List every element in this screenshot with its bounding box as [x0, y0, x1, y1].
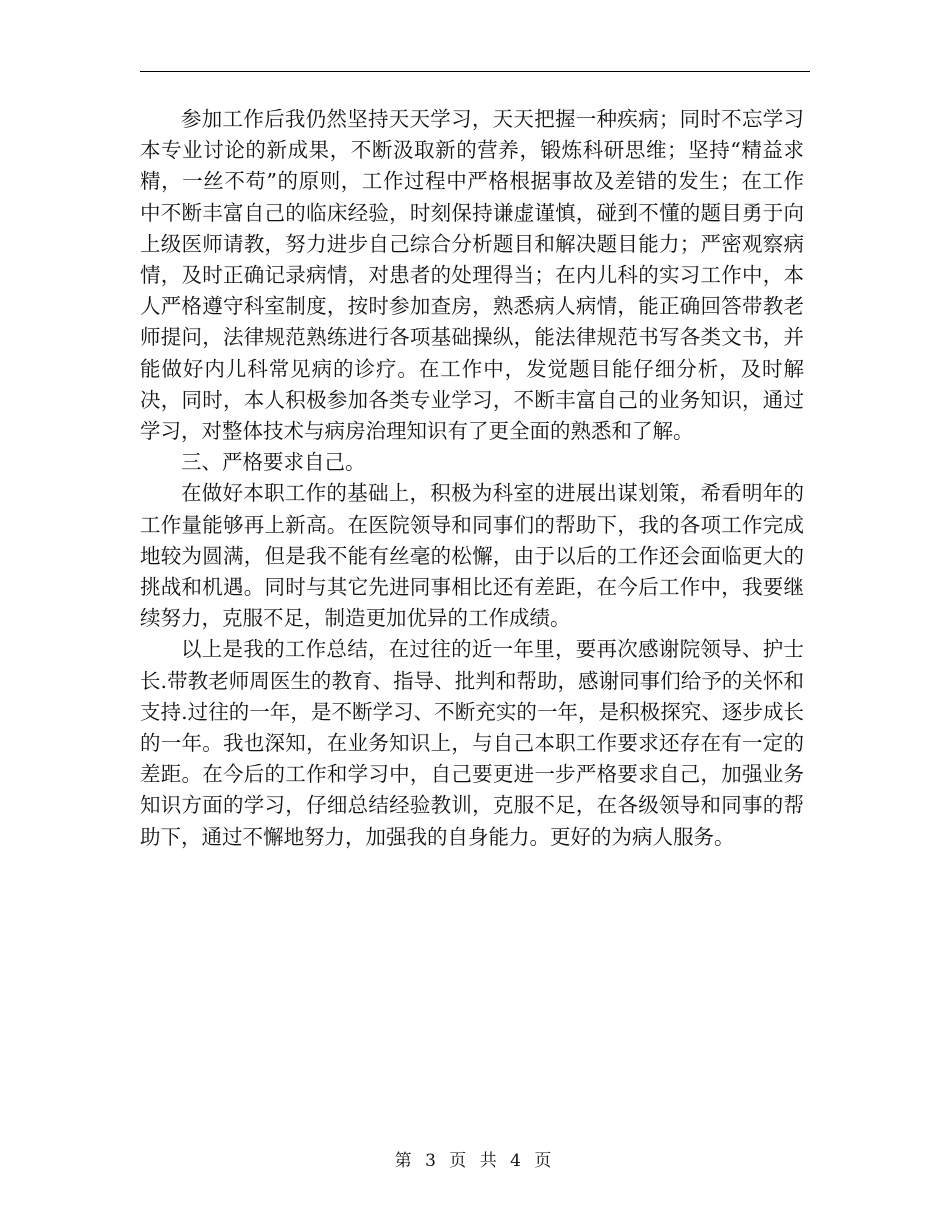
body-text: [140, 104, 804, 853]
page-number-footer: 第 3 页 共 4 页: [394, 1151, 556, 1171]
paragraph-2: 在做好本职工作的基础上，积极为科室的进展出谋划策，希看明年的工作量能够再上新高。在医院领导和同事们的帮助下，我的各项工作完成地较为圆满，但是我不能有丝毫的松懈，由于以后的工作还会面临更大的挑战和机遇。同时与其它先进同事相比还有差距，在今后工作中，我要继续努力，克服不足，制造更加优异的工作成绩。: [140, 481, 804, 631]
section-heading: 三、严格要求自己。: [181, 450, 366, 475]
header-rule: [140, 71, 810, 72]
paragraph-1: 参加工作后我仍然坚持天天学习，天天把握一种疾病；同时不忘学习本专业讨论的新成果，不断汲取新的营养，锻炼科研思维；坚持“精益求精，一丝不苟”的原则，工作过程中严格根据事故及差错的发生；在工作中不断丰富自己的临床经验，时刻保持谦虚谨慎，碰到不懂的题目勇于向上级医师请教，努力进步自己综合分析题目和解决题目能力；严密观察病情，及时正确记录病情，对患者的处理得当；在内儿科的实习工作中，本人严格遵守科室制度，按时参加查房，熟悉病人病情，能正确回答带教老师提问，法律规范熟练进行各项基础操纵，能法律规范书写各类文书，并能做好内儿科常见病的诊疗。在工作中，发觉题目能仔细分析，及时解决，同时，本人积极参加各类专业学习，不断丰富自己的业务知识，通过学习，对整体技术与病房治理知识有了更全面的熟悉和了解。: [140, 107, 804, 444]
paragraph-3: 以上是我的工作总结，在过往的近一年里，要再次感谢院领导、护士长.带教老师周医生的教育、指导、批判和帮助，感谢同事们给予的关怀和支持.过往的一年，是不断学习、不断充实的一年，是积极探究、逐步成长的一年。我也深知，在业务知识上，与自己本职工作要求还存在有一定的差距。在今后的工作和学习中，自己要更进一步严格要求自己，加强业务知识方面的学习，仔细总结经验教训，克服不足，在各级领导和同事的帮助下，通过不懈地努力，加强我的自身能力。更好的为病人服务。: [140, 637, 804, 849]
